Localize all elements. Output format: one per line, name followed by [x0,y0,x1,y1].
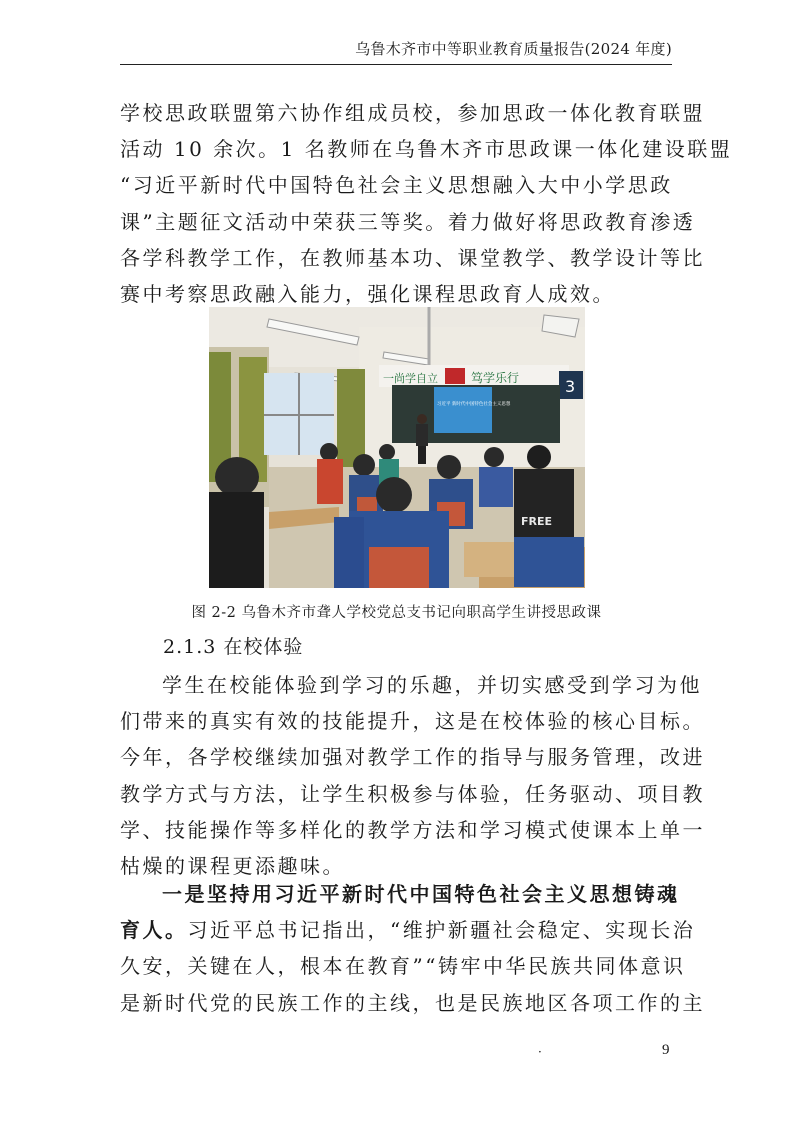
figure-caption: 图 2-2 乌鲁木齐市聋人学校党总支书记向职高学生讲授思政课 [191,605,602,621]
text-line: 久安，关键在人，根本在教育”“铸牢中华民族共同体意识 [120,954,686,979]
text-line: 枯燥的课程更添趣味。 [120,854,345,879]
text-line: 赛中考察思政融入能力，强化课程思政育人成效。 [120,282,615,307]
text-line: “习近平新时代中国特色社会主义思想融入大中小学思政 [120,173,673,198]
shirt-text: FREE [521,515,553,528]
room-number: 3 [565,377,576,396]
paragraph-3 [120,876,705,1021]
text-line [120,912,696,948]
text-line: 学生在校能体验到学习的乐趣，并切实感受到学习为他 [162,673,702,697]
text-line: 课”主题征文活动中荣获三等奖。着力做好将思政教育渗透 [120,209,696,234]
text-line: 今年，各学校继续加强对教学工作的指导与服务管理，改进 [120,745,705,770]
footer-dot: · [538,1045,542,1059]
text-line: 学校思政联盟第六协作组成员校，参加思政一体化教育联盟 [120,101,705,125]
bold-lead: 一是坚持用习近平新时代中国特色社会主义思想铸魂 [162,882,680,906]
text-line: 是新时代党的民族工作的主线，也是民族地区各项工作的主 [120,990,705,1015]
page-header [120,38,672,65]
classroom-photo [209,307,585,588]
paragraph-2 [120,667,705,884]
banner-right-text: 笃学乐行 [471,371,520,385]
text-span: 习近平总书记指出，“维护新疆社会稳定、实现长治 [187,918,696,943]
screen-text: 习近平 新时代中国特色社会主义思想 [437,402,511,407]
classroom-photo-illustration [209,307,585,588]
text-line: 活动 10 余次。1 名教师在乌鲁木齐市思政课一体化建设联盟 [120,137,733,162]
header-title: 乌鲁木齐市中等职业教育质量报告(2024 年度) [355,40,672,58]
section-heading: 2.1.3 在校体验 [163,636,304,658]
banner-left-text: 一尚学自立 [383,372,438,385]
text-line: 各学科教学工作，在教师基本功、课堂教学、教学设计等比 [120,245,705,270]
bold-lead-end: 育人。 [120,918,188,943]
text-line: 教学方式与方法，让学生积极参与体验，任务驱动、项目教 [120,781,705,806]
page-number: 9 [662,1042,670,1058]
paragraph-1 [120,95,733,312]
text-line: 学、技能操作等多样化的教学方法和学习模式使课本上单一 [120,817,705,842]
text-line: 们带来的真实有效的技能提升，这是在校体验的核心目标。 [120,709,705,734]
